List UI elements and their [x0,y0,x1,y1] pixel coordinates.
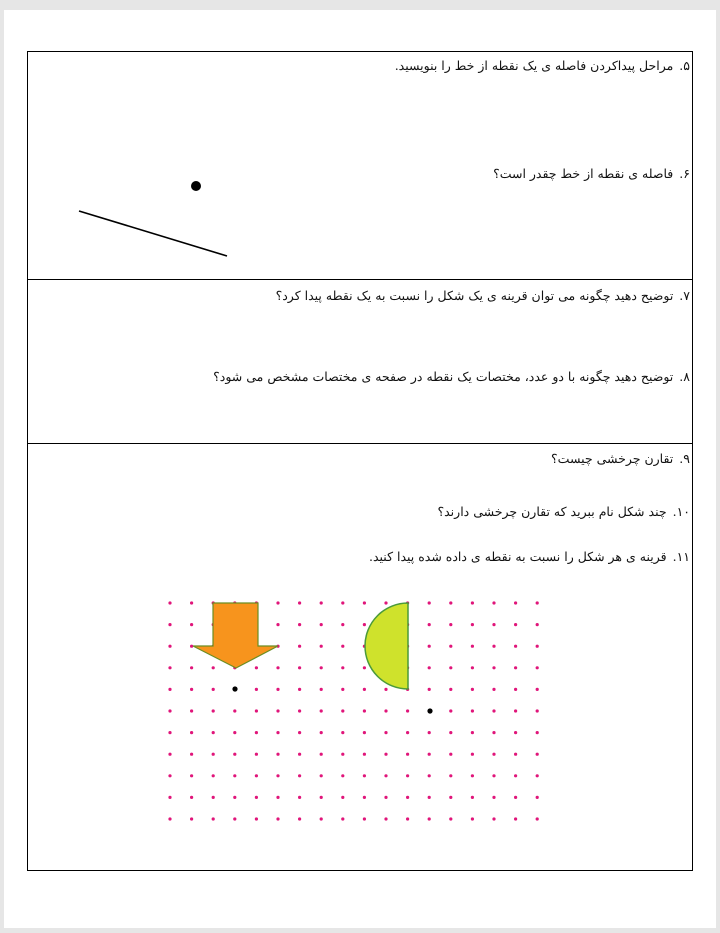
grid-dot [320,817,323,820]
grid-dot [536,753,539,756]
center-point-icon [427,708,432,713]
grid-dot [190,753,193,756]
grid-dot [449,753,452,756]
question-number: ۱۰. [672,504,690,519]
grid-dot [190,709,193,712]
grid-dot [471,817,474,820]
grid-dot [212,731,215,734]
grid-dot [233,817,236,820]
grid-dot [536,731,539,734]
grid-dot [276,774,279,777]
question-number: ۸. [679,369,690,384]
grid-dot [255,817,258,820]
grid-dot [449,688,452,691]
grid-dot [384,774,387,777]
grid-dot [341,753,344,756]
question-text: توضیح دهید چگونه با دو عدد، مختصات یک نقطه در صفحه ی مختصات مشخص می شود؟ [213,369,674,384]
grid-dot [363,623,366,626]
grid-dot [341,601,344,604]
grid-dot [492,796,495,799]
grid-dot [363,666,366,669]
grid-dot [492,709,495,712]
grid-dot [384,796,387,799]
grid-dot [449,623,452,626]
grid-dot [449,666,452,669]
grid-dot [514,623,517,626]
grid-dot [514,731,517,734]
grid-dot [514,688,517,691]
grid-dot [492,601,495,604]
grid-dot [255,774,258,777]
question-number: ۱۱. [672,549,690,564]
grid-dot [492,645,495,648]
grid-dot [276,817,279,820]
grid-dot [168,731,171,734]
grid-dot [536,688,539,691]
grid-dot [320,666,323,669]
grid-dot [536,645,539,648]
grid-dot [276,623,279,626]
grid-dot [492,753,495,756]
grid-dot [536,601,539,604]
grid-dot [384,709,387,712]
grid-dot [168,796,171,799]
grid-dot [298,623,301,626]
grid-dot [212,796,215,799]
grid-dot [341,709,344,712]
grid-dot [168,817,171,820]
question-text: چند شکل نام ببرید که تقارن چرخشی دارند؟ [437,504,667,519]
grid-dot [341,796,344,799]
grid-dot [449,731,452,734]
grid-dot [233,709,236,712]
grid-dot [276,601,279,604]
grid-dot [471,688,474,691]
grid-dot [406,709,409,712]
center-point-icon [232,686,237,691]
grid-dot [190,731,193,734]
grid-dot [428,774,431,777]
question-text: مراحل پیداکردن فاصله ی یک نقطه از خط را بنویسید. [394,58,674,73]
grid-dot [341,774,344,777]
grid-dot [384,601,387,604]
grid-dot [492,774,495,777]
grid-dot [492,688,495,691]
grid-dot [298,666,301,669]
grid-dot [212,688,215,691]
grid-dot [514,709,517,712]
grid-dot [233,796,236,799]
grid-dot [298,817,301,820]
grid-dot [406,817,409,820]
grid-dot [320,688,323,691]
grid-dot [168,774,171,777]
grid-dot [471,601,474,604]
grid-dot [514,666,517,669]
grid-dot [255,709,258,712]
grid-dot [428,623,431,626]
grid-dot [471,753,474,756]
question-number: ۵. [679,58,690,73]
grid-dot [298,688,301,691]
grid-dot [255,753,258,756]
grid-dot [320,731,323,734]
grid-dot [320,774,323,777]
grid-dot [428,731,431,734]
line-segment [79,211,227,256]
grid-dot [276,796,279,799]
grid-dot [212,753,215,756]
grid-dot [276,666,279,669]
grid-dot [428,796,431,799]
grid-dot [428,601,431,604]
grid-dot [255,731,258,734]
grid-dot [471,645,474,648]
grid-dot [276,709,279,712]
grid-dot [449,709,452,712]
grid-dot [449,774,452,777]
grid-dot [449,601,452,604]
grid-dot [212,817,215,820]
grid-dot [298,731,301,734]
grid-dot [168,709,171,712]
down-arrow-shape [193,603,278,668]
grid-dot [514,817,517,820]
grid-dot [168,753,171,756]
grid-dot [190,774,193,777]
grid-dot [320,601,323,604]
grid-dot [363,709,366,712]
grid-dot [514,645,517,648]
grid-dot [406,731,409,734]
grid-dot [536,796,539,799]
grid-dot [406,796,409,799]
question-text: توضیح دهید چگونه می توان قرینه ی یک شکل را نسبت به یک نقطه پیدا کرد؟ [275,288,674,303]
grid-dot [212,709,215,712]
grid-dot [536,623,539,626]
grid-dot [233,774,236,777]
grid-dot [406,753,409,756]
grid-dot [190,623,193,626]
grid-dot [363,796,366,799]
grid-dot [341,731,344,734]
grid-dot [449,645,452,648]
grid-dot [320,623,323,626]
grid-dot [168,688,171,691]
grid-dot [449,817,452,820]
grid-dot [384,753,387,756]
half-circle-shape [365,603,408,689]
grid-dot [384,817,387,820]
grid-dot [190,666,193,669]
grid-dot [406,774,409,777]
grid-dot [384,688,387,691]
grid-dot [341,623,344,626]
grid-dot [428,666,431,669]
grid-dot [255,688,258,691]
grid-dot [492,666,495,669]
grid-dot [190,645,193,648]
grid-dot [168,645,171,648]
grid-dot [212,666,215,669]
grid-dot [536,774,539,777]
grid-dot [255,666,258,669]
grid-dot [449,796,452,799]
grid-dot [363,774,366,777]
grid-dot [492,817,495,820]
grid-dot [341,817,344,820]
grid-dot [276,753,279,756]
grid-dot [363,688,366,691]
grid-dot [341,666,344,669]
grid-dot [363,817,366,820]
grid-dot [428,688,431,691]
grid-dot [168,666,171,669]
grid-dot [320,796,323,799]
grid-dot [471,623,474,626]
grid-dot [276,731,279,734]
grid-dot [168,601,171,604]
grid-dot [471,666,474,669]
grid-dot [471,796,474,799]
grid-dot [255,796,258,799]
question-number: ۶. [679,166,690,181]
grid-dot [298,601,301,604]
grid-dot [190,601,193,604]
grid-dot [471,731,474,734]
grid-dot [471,709,474,712]
grid-dot [492,731,495,734]
grid-dot [168,623,171,626]
grid-dot [298,753,301,756]
grid-dot [320,753,323,756]
point-icon [191,181,201,191]
grid-dot [190,796,193,799]
grid-dot [363,731,366,734]
grid-dot [514,601,517,604]
grid-dot [320,709,323,712]
grid-dot [428,817,431,820]
question-text: قرینه ی هر شکل را نسبت به نقطه ی داده شده پیدا کنید. [368,549,667,564]
grid-dot [363,601,366,604]
grid-dot [298,709,301,712]
grid-dot [363,753,366,756]
question-number: ۷. [679,288,690,303]
grid-dot [190,817,193,820]
grid-dot [298,645,301,648]
grid-dot [514,774,517,777]
grid-dot [190,688,193,691]
grid-dot [428,753,431,756]
grid-dot [514,753,517,756]
grid-dot [212,774,215,777]
grid-dot [341,645,344,648]
grid-dot [492,623,495,626]
question-number: ۹. [679,451,690,466]
grid-dot [298,796,301,799]
question-text: تقارن چرخشی چیست؟ [551,451,674,466]
grid-dot [233,731,236,734]
grid-dot [514,796,517,799]
grid-dot [428,645,431,648]
question-text: فاصله ی نقطه از خط چقدر است؟ [493,166,674,181]
grid-dot [233,753,236,756]
grid-dot [536,709,539,712]
grid-dot [276,688,279,691]
grid-dot [536,666,539,669]
grid-dot [536,817,539,820]
grid-dot [341,688,344,691]
grid-dot [320,645,323,648]
grid-dot [298,774,301,777]
grid-dot [384,731,387,734]
grid-dot [471,774,474,777]
